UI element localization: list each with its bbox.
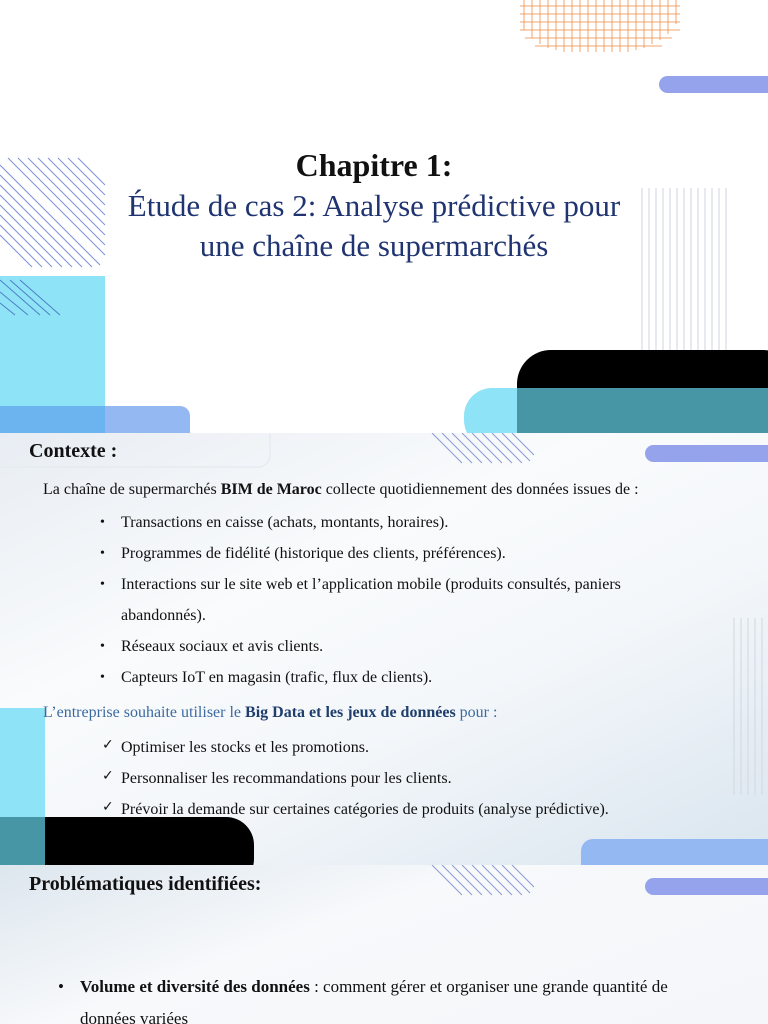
subtitle-line-1: Étude de cas 2: Analyse prédictive pour [127, 188, 621, 223]
objectives-list [100, 732, 609, 825]
intro-suffix: collecte quotidiennement des données issues de : [321, 481, 639, 498]
problems-list [58, 971, 758, 1024]
data-sources-list [100, 507, 621, 693]
list-item: • Programmes de fidélité (historique des clients, préférences). [100, 538, 621, 569]
title-block [0, 146, 748, 266]
goal-bold: Big Data et les jeux de données [245, 704, 456, 721]
list-item: • Interactions sur le site web et l’application mobile (produits consultés, paniers abandonnés). [100, 569, 621, 631]
goal-prefix: L’entreprise souhaite utiliser le [43, 704, 246, 721]
problems-heading: Problématiques identifiées: [29, 873, 262, 895]
list-item: ✓ Prévoir la demande sur certaines catégories de produits (analyse prédictive). [100, 794, 609, 825]
list-item: • Réseaux sociaux et avis clients. [100, 631, 621, 662]
list-item: • Volume et diversité des données : comment gérer et organiser une grande quantité de données variées [58, 971, 758, 1024]
problems-slide [0, 865, 768, 1024]
orange-grid-shape [514, 0, 682, 74]
subtitle-line-2: une chaîne de supermarchés [199, 228, 549, 263]
goal-sentence [43, 704, 497, 722]
list-item: • Transactions en caisse (achats, montants, horaires). [100, 507, 621, 538]
intro-prefix: La chaîne de supermarchés [43, 481, 221, 498]
list-item: • Capteurs IoT en magasin (trafic, flux de clients). [100, 662, 621, 693]
list-item: ✓ Optimiser les stocks et les promotions. [100, 732, 609, 763]
title-slide [0, 0, 768, 433]
context-intro [43, 481, 639, 499]
context-heading: Contexte : [29, 440, 118, 462]
check-icon: ✓ [102, 768, 114, 784]
chapter-title: Chapitre 1: [295, 147, 453, 183]
goal-suffix: pour : [455, 704, 498, 721]
context-slide [0, 433, 768, 865]
check-icon: ✓ [102, 799, 114, 815]
check-icon: ✓ [102, 737, 114, 753]
list-item: ✓ Personnaliser les recommandations pour les clients. [100, 763, 609, 794]
intro-company: BIM de Maroc [220, 481, 322, 498]
